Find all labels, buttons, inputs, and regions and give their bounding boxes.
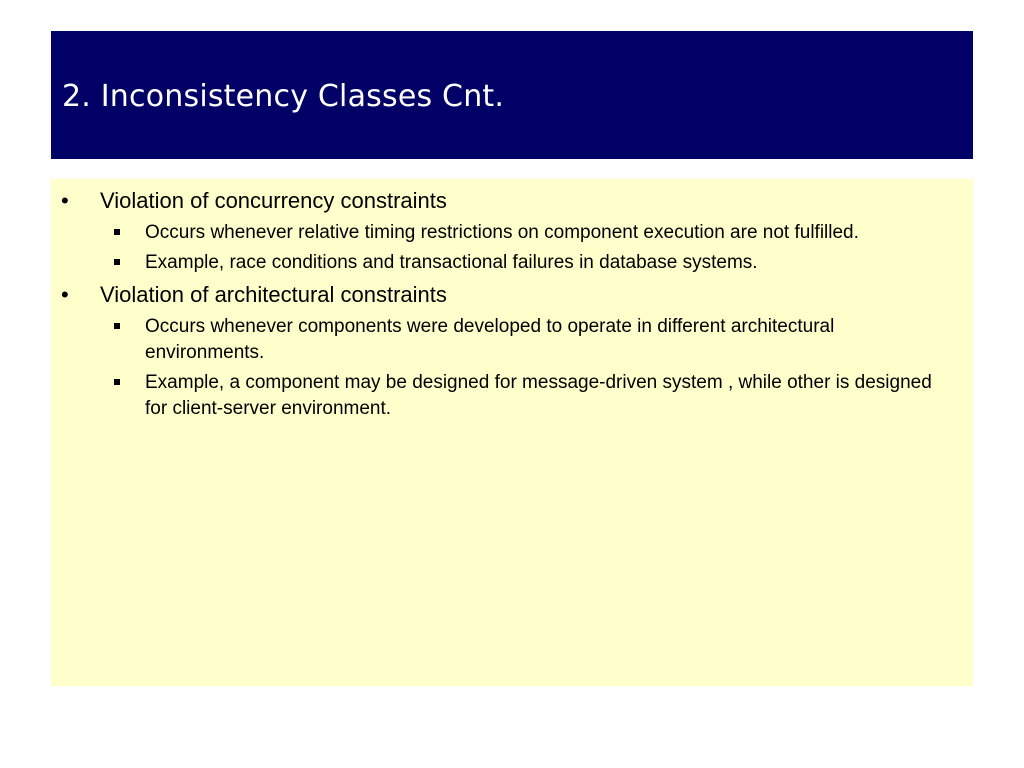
square-bullet-icon: [114, 323, 120, 329]
bullet-item: [51, 280, 973, 422]
bullet-item: [51, 186, 973, 276]
sub-bullet-text: Occurs whenever relative timing restrictions on component execution are not fulfilled.: [145, 222, 859, 243]
sub-bullet-item: [100, 220, 973, 246]
title-bar: [51, 31, 973, 159]
sub-bullet-item: [100, 314, 973, 366]
sub-bullet-list: [100, 220, 973, 276]
square-bullet-icon: [114, 259, 120, 265]
sub-bullet-item: [100, 250, 973, 276]
bullet-marker: •: [61, 282, 69, 307]
bullet-list: [51, 186, 973, 426]
bullet-text: Violation of architectural constraints: [100, 282, 447, 307]
sub-bullet-text: Example, a component may be designed for message-driven system , while other is designed for client-server environment.: [145, 372, 932, 419]
bullet-marker: •: [61, 188, 69, 213]
sub-bullet-item: [100, 370, 973, 422]
content-box: [51, 179, 973, 686]
sub-bullet-text: Occurs whenever components were developed to operate in different architectural environments.: [145, 316, 835, 363]
sub-bullet-list: [100, 314, 973, 422]
square-bullet-icon: [114, 379, 120, 385]
square-bullet-icon: [114, 229, 120, 235]
sub-bullet-text: Example, race conditions and transactional failures in database systems.: [145, 252, 758, 273]
bullet-text: Violation of concurrency constraints: [100, 188, 447, 213]
slide-title: 2. Inconsistency Classes Cnt.: [62, 79, 505, 114]
